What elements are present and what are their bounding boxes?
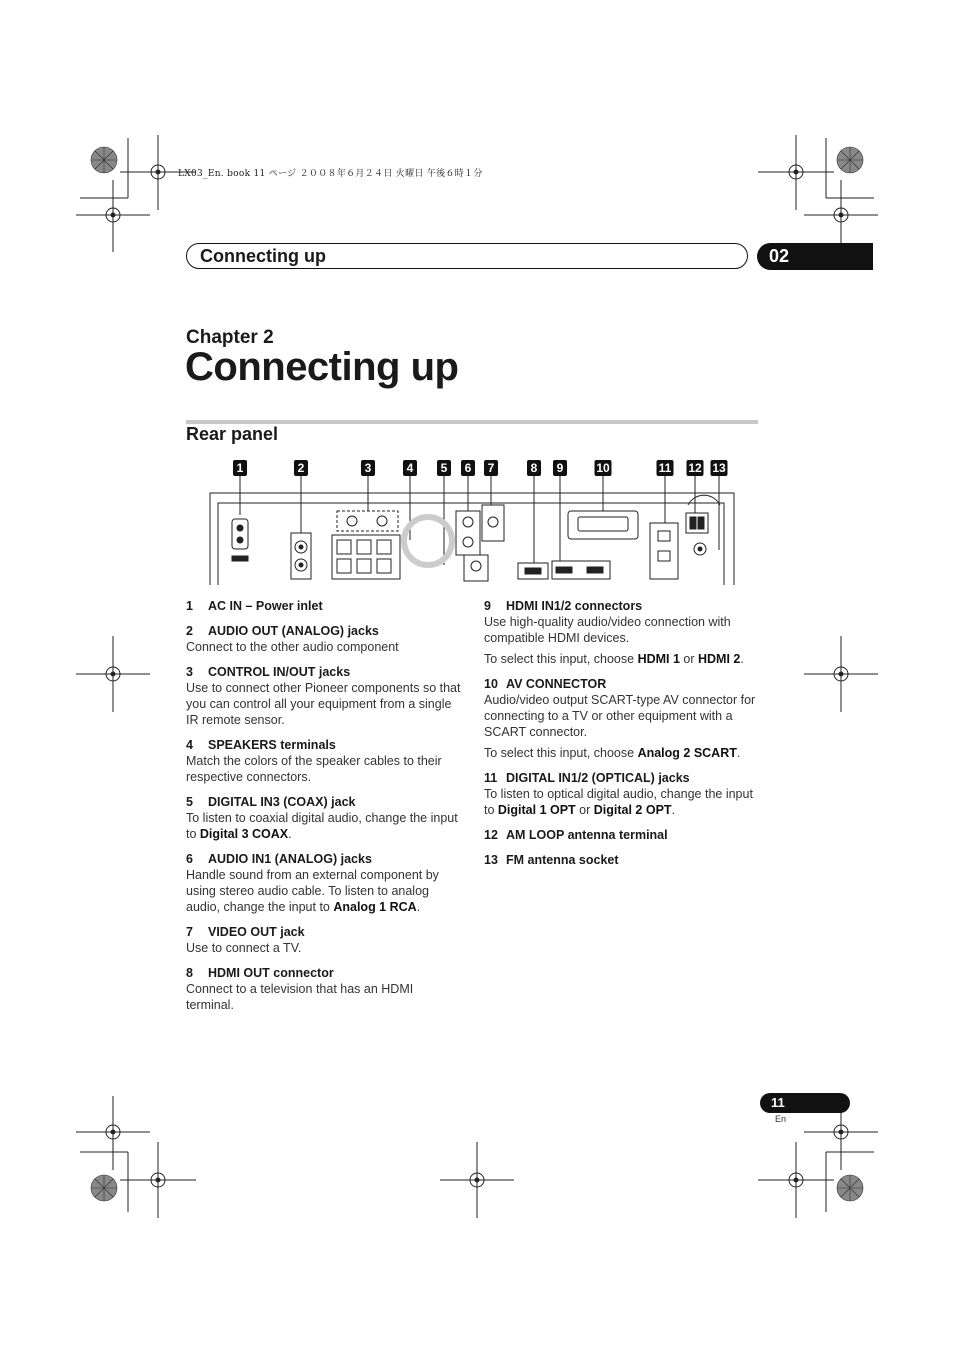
- item-heading: [186, 598, 462, 614]
- item-number: 8: [186, 966, 193, 980]
- item-heading: [186, 924, 462, 940]
- section-title: Rear panel: [186, 424, 279, 444]
- item-heading-text: AUDIO OUT (ANALOG) jacks: [208, 624, 379, 638]
- callout-7: [484, 460, 498, 476]
- item-number: 6: [186, 852, 193, 866]
- item-11: [484, 770, 760, 818]
- right-column: [484, 598, 760, 877]
- callout-label: 4: [406, 461, 414, 475]
- item-description: Use high-quality audio/video connection with compatible HDMI devices.: [484, 615, 731, 645]
- item-number: 3: [186, 665, 193, 679]
- item-heading-text: SPEAKERS terminals: [208, 738, 336, 752]
- item-5: [186, 794, 462, 842]
- item-number: 2: [186, 624, 193, 638]
- callout-9: [553, 460, 567, 476]
- item-number: 11: [484, 771, 498, 785]
- item-heading: [484, 676, 760, 692]
- callout-label: 8: [530, 461, 538, 475]
- item-heading: [186, 737, 462, 753]
- page-language: En: [775, 1114, 787, 1124]
- header-title: Connecting up: [200, 246, 326, 266]
- item-description: Handle sound from an external component by using stereo audio cable. To listen to analog audio, change the input to Analog 1 RCA.: [186, 868, 439, 914]
- item-number: 5: [186, 795, 193, 809]
- item-number: 4: [186, 738, 193, 752]
- item-heading-text: HDMI OUT connector: [208, 966, 334, 980]
- item-4: [186, 737, 462, 785]
- item-heading: [484, 827, 760, 843]
- chapter-label: Chapter 2: [186, 327, 274, 348]
- item-9: [484, 598, 760, 667]
- rear-panel-diagram: [200, 455, 745, 590]
- callout-label: 5: [440, 461, 448, 475]
- item-description: Use to connect other Pioneer components so that you can control all your equipment from a single IR remote sensor.: [186, 681, 461, 727]
- item-number: 12: [484, 828, 498, 842]
- item-2: [186, 623, 462, 655]
- item-13: [484, 852, 760, 868]
- callout-5: [437, 460, 451, 476]
- item-description: Use to connect a TV.: [186, 941, 302, 955]
- item-heading-text: DIGITAL IN1/2 (OPTICAL) jacks: [506, 771, 690, 785]
- callout-1: [233, 460, 247, 476]
- callout-12: [687, 460, 704, 476]
- item-heading-text: AC IN – Power inlet: [208, 599, 323, 613]
- item-heading: [484, 598, 760, 614]
- callout-10: [595, 460, 612, 476]
- item-description: Connect to the other audio component: [186, 640, 399, 654]
- page-number: 11: [771, 1095, 785, 1110]
- item-heading: [186, 851, 462, 867]
- left-column: [186, 598, 462, 1022]
- page-number-tab: [760, 1093, 850, 1113]
- item-description: To select this input, choose HDMI 1 or HDMI 2.: [484, 652, 744, 666]
- item-description: Audio/video output SCART-type AV connector for connecting to a TV or other equipment with a SCART connector.: [484, 693, 756, 739]
- item-12: [484, 827, 760, 843]
- callout-label: 13: [712, 461, 726, 475]
- callout-label: 12: [688, 461, 702, 475]
- callout-4: [403, 460, 417, 476]
- item-heading: [484, 770, 760, 786]
- callout-label: 11: [658, 461, 672, 475]
- callout-8: [527, 460, 541, 476]
- item-7: [186, 924, 462, 956]
- callout-label: 2: [297, 461, 305, 475]
- item-description: Match the colors of the speaker cables to their respective connectors.: [186, 754, 442, 784]
- item-number: 1: [186, 599, 193, 613]
- item-6: [186, 851, 462, 915]
- item-8: [186, 965, 462, 1013]
- item-heading: [484, 852, 760, 868]
- print-header: LX03_En. book 11 ページ ２００８年６月２４日 火曜日 午後６時１分: [178, 169, 483, 179]
- item-10: [484, 676, 760, 761]
- item-number: 10: [484, 677, 498, 691]
- item-number: 9: [484, 599, 491, 613]
- callout-2: [294, 460, 308, 476]
- item-heading: [186, 965, 462, 981]
- item-description: To select this input, choose Analog 2 SCART.: [484, 746, 741, 760]
- item-description: Connect to a television that has an HDMI terminal.: [186, 982, 414, 1012]
- item-1: [186, 598, 462, 614]
- callout-11: [657, 460, 674, 476]
- item-heading: [186, 623, 462, 639]
- callout-label: 6: [464, 461, 472, 475]
- callout-3: [361, 460, 375, 476]
- item-heading: [186, 794, 462, 810]
- page-title: Connecting up: [185, 345, 459, 389]
- callout-label: 3: [364, 461, 372, 475]
- item-description: To listen to optical digital audio, change the input to Digital 1 OPT or Digital 2 OPT.: [484, 787, 753, 817]
- chapter-tab: [757, 243, 873, 270]
- callout-label: 1: [236, 461, 244, 475]
- item-number: 7: [186, 925, 193, 939]
- callout-label: 9: [556, 461, 564, 475]
- callout-6: [461, 460, 475, 476]
- item-heading-text: AUDIO IN1 (ANALOG) jacks: [208, 852, 372, 866]
- item-heading-text: HDMI IN1/2 connectors: [506, 599, 643, 613]
- item-heading-text: VIDEO OUT jack: [208, 925, 305, 939]
- chapter-number: 02: [769, 246, 790, 266]
- callout-13: [711, 460, 728, 476]
- item-heading-text: AV CONNECTOR: [506, 677, 607, 691]
- item-heading: [186, 664, 462, 680]
- item-heading-text: AM LOOP antenna terminal: [506, 828, 668, 842]
- item-3: [186, 664, 462, 728]
- callout-label: 7: [487, 461, 495, 475]
- item-heading-text: FM antenna socket: [506, 853, 619, 867]
- item-description: To listen to coaxial digital audio, change the input to Digital 3 COAX.: [186, 811, 458, 841]
- item-number: 13: [484, 853, 498, 867]
- item-heading-text: CONTROL IN/OUT jacks: [208, 665, 351, 679]
- item-heading-text: DIGITAL IN3 (COAX) jack: [208, 795, 356, 809]
- callout-label: 10: [596, 461, 610, 475]
